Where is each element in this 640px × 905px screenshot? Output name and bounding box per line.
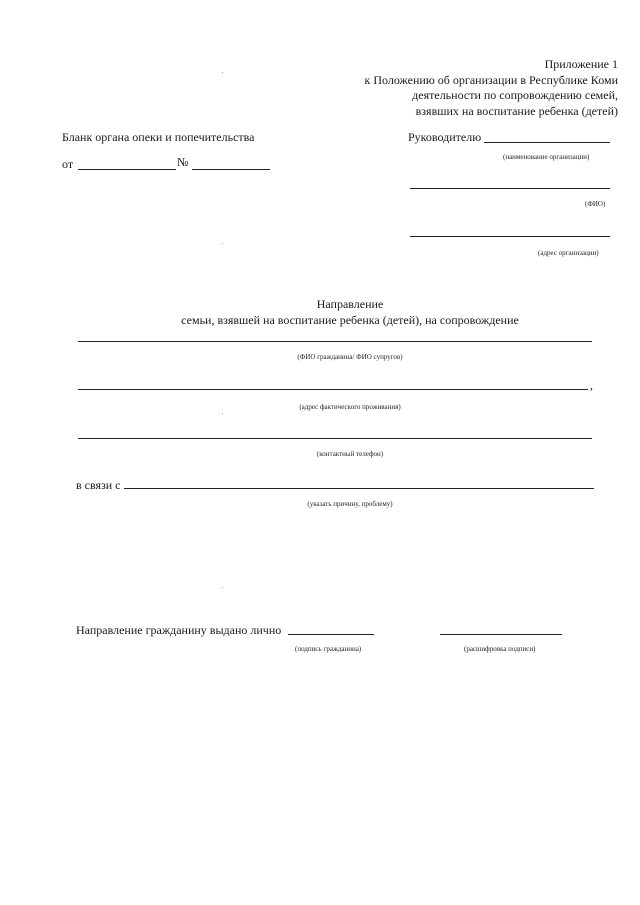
- title-line-2: семьи, взявшей на воспитание ребенка (детей), на сопровождение: [181, 313, 519, 327]
- address-comma: ,: [590, 378, 593, 392]
- address-line: [78, 389, 588, 390]
- org-name-hint: (наименование организации): [503, 153, 590, 161]
- scan-speck: [222, 243, 223, 244]
- number-label: №: [177, 155, 189, 169]
- phone-hint: (контактный телефон): [316, 450, 384, 458]
- appendix-line-2: к Положению об организации в Республике Коми: [364, 72, 618, 87]
- signature-line: [288, 634, 374, 635]
- citizen-fio-hint: (ФИО гражданина/ ФИО супругов): [297, 353, 403, 361]
- org-address-hint: (адрес организации): [538, 249, 599, 257]
- reason-label: в связи с: [76, 478, 121, 492]
- head-org-line: [484, 142, 610, 143]
- signature-hint: (подпись гражданина): [295, 645, 362, 653]
- issued-label: Направление гражданину выдано лично: [76, 623, 282, 637]
- scan-speck: [222, 587, 223, 588]
- scan-speck: [222, 72, 223, 73]
- appendix-line-4: взявших на воспитание ребенка (детей): [415, 103, 618, 118]
- appendix-line-3: деятельности по сопровождению семей,: [412, 88, 618, 102]
- signature-decoding-line: [440, 634, 562, 635]
- from-label: от: [62, 157, 74, 171]
- scan-speck: [222, 413, 223, 414]
- signature-decoding-hint: (расшифровка подписи): [464, 645, 536, 653]
- reason-hint: (указать причину, проблему): [307, 500, 393, 508]
- address-hint: (адрес фактического проживания): [299, 403, 401, 411]
- fio-line: [410, 188, 610, 189]
- number-line: [192, 169, 270, 170]
- phone-line: [78, 438, 592, 439]
- title-line-1: Направление: [316, 297, 384, 311]
- appendix-line-1: Приложение 1: [544, 57, 618, 71]
- document-title: [100, 296, 600, 328]
- date-line: [78, 169, 176, 170]
- fio-hint: (ФИО): [585, 200, 606, 208]
- blank-label: Бланк органа опеки и попечительства: [62, 130, 255, 144]
- org-address-line: [410, 236, 610, 237]
- appendix-block: [218, 57, 618, 119]
- reason-line: [124, 488, 594, 489]
- citizen-fio-line: [78, 341, 592, 342]
- head-label: Руководителю: [408, 130, 482, 144]
